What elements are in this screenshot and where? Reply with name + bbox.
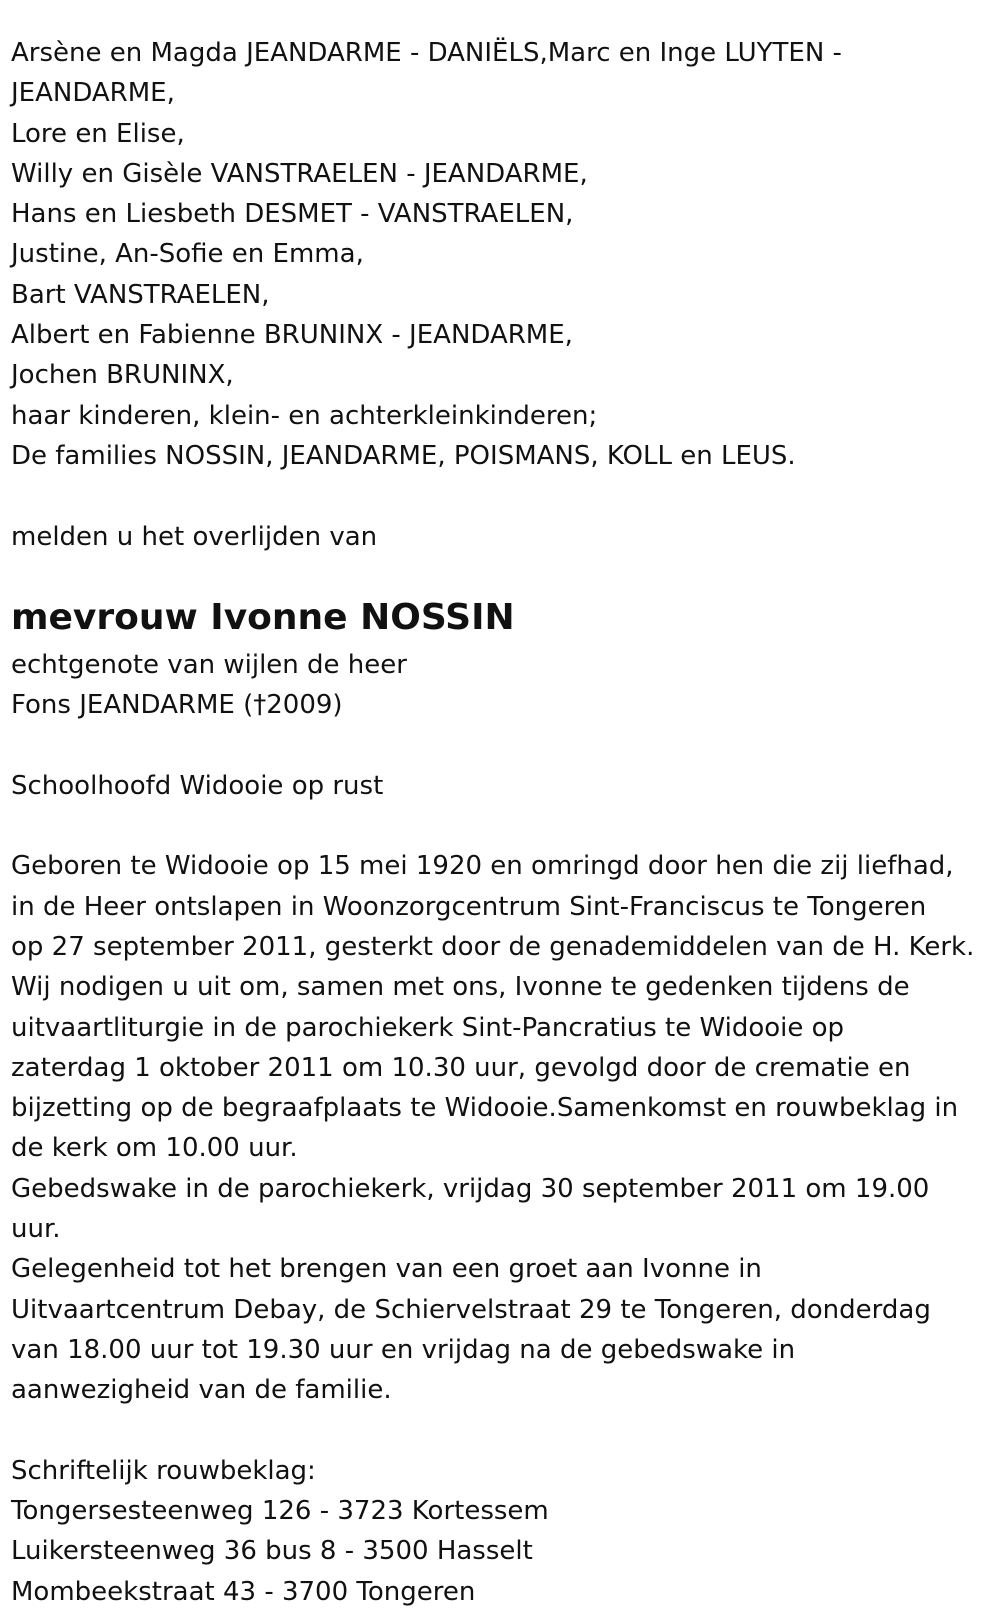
condolence-address: Tongersesteenweg 126 - 3723 Kortessem [11,1496,549,1527]
details-line: op 27 september 2011, gesterkt door de genademiddelen van de H. Kerk. [11,931,975,962]
details-paragraph [11,846,991,1410]
details-line: Wij nodigen u uit om, samen met ons, Ivonne te gedenken tijdens de [11,972,910,1003]
family-line: Lore en Elise, [11,118,185,149]
details-line: bijzetting op de begraafplaats te Widooie.Samenkomst en rouwbeklag in [11,1093,959,1124]
details-line: aanwezigheid van de familie. [11,1375,392,1406]
family-line: haar kinderen, klein- en achterkleinkinderen; [11,400,598,431]
spouse-line: echtgenote van wijlen de heer [11,649,407,680]
details-line: de kerk om 10.00 uur. [11,1133,298,1164]
deceased-name: mevrouw Ivonne NOSSIN [11,596,515,638]
family-line: Willy en Gisèle VANSTRAELEN - JEANDARME, [11,158,588,189]
family-line: Hans en Liesbeth DESMET - VANSTRAELEN, [11,199,574,230]
family-line: Arsène en Magda JEANDARME - DANIËLS,Marc en Inge LUYTEN - [11,38,842,68]
spacer [11,806,991,846]
family-line: De families NOSSIN, JEANDARME, POISMANS, KOLL en LEUS. [11,440,796,471]
family-line: Jochen BRUNINX, [11,360,234,391]
deceased-title: Schoolhoofd Widooie op rust [11,770,384,801]
obituary-notice [11,33,991,1612]
spacer [11,1411,991,1451]
announcement-text: melden u het overlijden van [11,521,378,552]
details-line: uitvaartliturgie in de parochiekerk Sint-Pancratius te Widooie op [11,1012,845,1043]
details-line: uur. [11,1214,61,1245]
family-line: Bart VANSTRAELEN, [11,279,270,310]
family-line: JEANDARME, [11,78,175,109]
details-line: zaterdag 1 oktober 2011 om 10.30 uur, gevolgd door de crematie en [11,1052,911,1083]
family-line: Albert en Fabienne BRUNINX - JEANDARME, [11,320,573,351]
details-line: van 18.00 uur tot 19.30 uur en vrijdag na de gebedswake in [11,1334,796,1365]
spouse-line: Fons JEANDARME (†2009) [11,690,343,721]
spacer [11,725,991,765]
spacer [11,557,991,591]
family-list [11,33,991,476]
details-line: in de Heer ontslapen in Woonzorgcentrum Sint-Franciscus te Tongeren [11,891,927,922]
details-line: Uitvaartcentrum Debay, de Schiervelstraat 29 te Tongeren, donderdag [11,1294,931,1325]
details-line: Gelegenheid tot het brengen van een groet aan Ivonne in [11,1254,762,1285]
spacer [11,476,991,516]
condolence-address: Mombeekstraat 43 - 3700 Tongeren [11,1576,476,1607]
family-line: Justine, An-Sofie en Emma, [11,239,364,270]
details-line: Geboren te Widooie op 15 mei 1920 en omringd door hen die zij liefhad, [11,851,954,882]
condolence-address: Luikersteenweg 36 bus 8 - 3500 Hasselt [11,1536,533,1567]
condolences-section [11,1451,991,1612]
condolences-heading: Schriftelijk rouwbeklag: [11,1455,316,1486]
details-line: Gebedswake in de parochiekerk, vrijdag 30 september 2011 om 19.00 [11,1173,930,1204]
